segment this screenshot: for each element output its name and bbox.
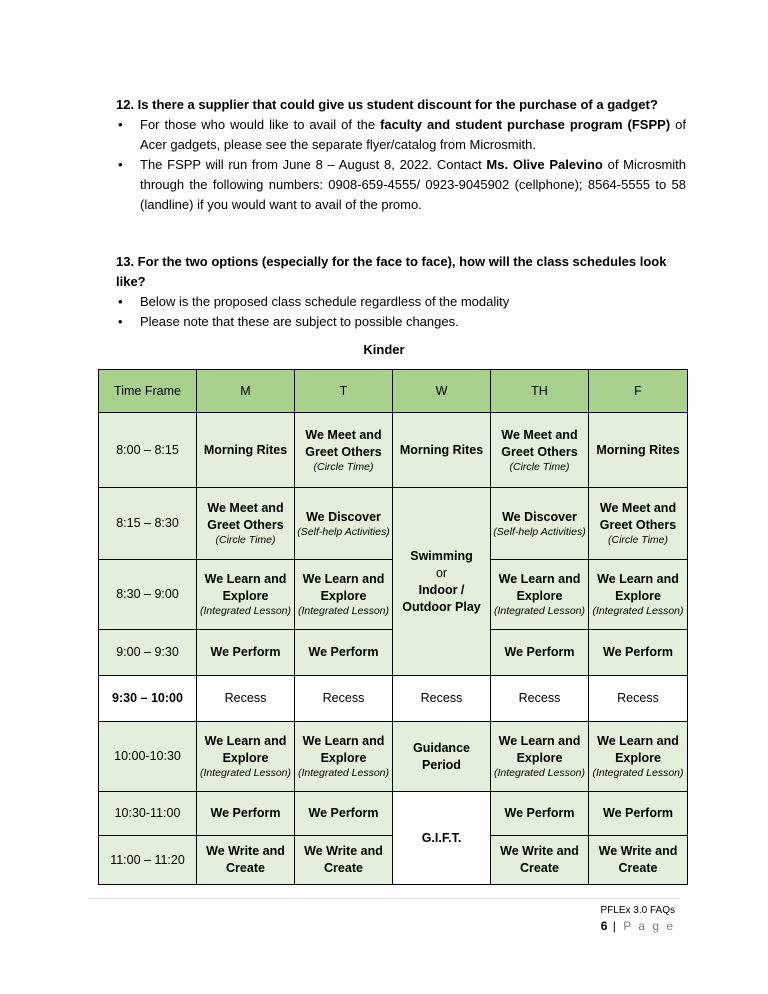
activity-note: (Integrated Lesson) — [592, 767, 684, 779]
activity: We Learn and Explore — [302, 734, 385, 765]
activity-note: (Circle Time) — [215, 534, 276, 546]
activity: We Learn and Explore — [204, 734, 287, 765]
header-wednesday: W — [393, 370, 491, 413]
activity: Indoor / Outdoor Play — [402, 582, 481, 614]
activity: Swimming — [410, 548, 473, 563]
activity-note: (Self-help Activities) — [297, 525, 390, 538]
schedule-cell: We Perform — [491, 630, 589, 676]
time-cell: 8:30 – 9:00 — [99, 560, 197, 630]
activity-note: (Self-help Activities) — [493, 525, 586, 538]
page-word: P a g e — [623, 919, 675, 933]
schedule-cell-gift: G.I.F.T. — [393, 792, 491, 885]
text: For those who would like to avail of the — [140, 117, 381, 132]
schedule-cell — [295, 488, 393, 560]
schedule-cell — [589, 488, 688, 560]
schedule-cell: We Perform — [295, 630, 393, 676]
activity-note: (Integrated Lesson) — [297, 767, 390, 779]
schedule-cell-swimming — [393, 488, 491, 676]
activity-or: or — [435, 565, 448, 580]
schedule-cell: We Perform — [197, 792, 295, 836]
page-number: 6 — [600, 919, 608, 933]
activity: We Learn and Explore — [498, 572, 581, 603]
text: of Microsmith through the following numbers: 0908-659-4555/ 0923-9045902 (cellphone); 8564-5555 to 58 (landline) if you would want to avail of the promo. — [140, 157, 687, 212]
table-row — [99, 413, 688, 488]
page-separator: | — [607, 919, 624, 933]
footer-doc-title: PFLEx 3.0 FAQs — [600, 905, 675, 916]
activity-note: (Integrated Lesson) — [297, 605, 390, 617]
table-row — [99, 488, 688, 560]
activity: We Meet and Greet Others — [305, 427, 382, 459]
bullet-item — [76, 155, 686, 215]
activity: We Discover — [306, 509, 381, 524]
schedule-cell: We Write and Create — [589, 836, 688, 885]
activity-note: (Circle Time) — [313, 460, 374, 473]
schedule-cell: Morning Rites — [589, 413, 688, 488]
activity: We Learn and Explore — [498, 734, 581, 765]
schedule-caption: Kinder — [363, 342, 405, 357]
bold-text: Ms. Olive Palevino — [486, 157, 603, 172]
kinder-schedule-table — [98, 369, 688, 885]
table-header-row — [99, 370, 688, 413]
schedule-cell — [491, 560, 589, 630]
schedule-cell — [491, 488, 589, 560]
schedule-cell: Recess — [393, 676, 491, 722]
schedule-cell: Guidance Period — [393, 722, 491, 792]
time-cell: 11:00 – 11:20 — [99, 836, 197, 885]
schedule-cell: We Perform — [491, 792, 589, 836]
schedule-cell: We Perform — [295, 792, 393, 836]
schedule-cell — [491, 413, 589, 488]
schedule-cell — [197, 722, 295, 792]
schedule-cell — [295, 413, 393, 488]
header-friday: F — [589, 370, 688, 413]
header-time-frame: Time Frame — [99, 370, 197, 413]
bullet-item: • Below is the proposed class schedule regardless of the modality — [76, 292, 686, 312]
time-cell: 8:00 – 8:15 — [99, 413, 197, 488]
time-cell: 10:30-11:00 — [99, 792, 197, 836]
activity-note: (Integrated Lesson) — [199, 605, 292, 617]
activity: We Learn and Explore — [302, 572, 385, 603]
table-row — [99, 722, 688, 792]
bold-text: faculty and student purchase program (FSPP) — [380, 117, 671, 132]
table-row-recess — [99, 676, 688, 722]
schedule-cell: We Write and Create — [197, 836, 295, 885]
activity: We Meet and Greet Others — [501, 427, 578, 459]
time-cell: 9:00 – 9:30 — [99, 630, 197, 676]
schedule-cell — [295, 722, 393, 792]
question-13-title: 13. For the two options (especially for the face to face), how will the class schedules look like? — [116, 254, 667, 289]
header-tuesday: T — [295, 370, 393, 413]
schedule-cell — [491, 722, 589, 792]
schedule-cell: We Write and Create — [295, 836, 393, 885]
question-12-bullets — [76, 115, 686, 215]
time-cell: 9:30 – 10:00 — [99, 676, 197, 722]
question-12-title: 12. Is there a supplier that could give us student discount for the purchase of a gadget? — [116, 97, 658, 112]
schedule-cell: We Write and Create — [491, 836, 589, 885]
activity: We Learn and Explore — [597, 734, 679, 765]
activity-note: (Integrated Lesson) — [493, 605, 586, 617]
activity: We Learn and Explore — [204, 572, 287, 603]
activity-note: (Integrated Lesson) — [493, 767, 586, 779]
activity: We Meet and Greet Others — [599, 501, 677, 532]
schedule-cell: We Perform — [589, 792, 688, 836]
text: of Acer gadgets, please see the separate flyer/catalog from Microsmith. — [140, 117, 686, 152]
schedule-cell: Recess — [589, 676, 688, 722]
schedule-cell: Morning Rites — [393, 413, 491, 488]
question-13 — [116, 252, 686, 332]
schedule-cell: Recess — [295, 676, 393, 722]
schedule-cell: We Perform — [589, 630, 688, 676]
table-row — [99, 792, 688, 836]
activity-note: (Circle Time) — [509, 460, 570, 473]
header-thursday: TH — [491, 370, 589, 413]
schedule-cell — [589, 722, 688, 792]
header-monday: M — [197, 370, 295, 413]
bullet-item — [76, 115, 686, 155]
schedule-cell — [589, 560, 688, 630]
schedule-cell: Recess — [197, 676, 295, 722]
schedule-cell — [197, 560, 295, 630]
question-13-bullets — [76, 292, 686, 332]
schedule-cell — [295, 560, 393, 630]
activity: We Meet and Greet Others — [207, 501, 284, 532]
time-cell: 10:00-10:30 — [99, 722, 197, 792]
bullet-item: • Please note that these are subject to possible changes. — [76, 312, 686, 332]
schedule-cell: Recess — [491, 676, 589, 722]
time-cell: 8:15 – 8:30 — [99, 488, 197, 560]
activity-note: (Circle Time) — [608, 534, 668, 546]
question-12 — [116, 95, 686, 215]
schedule-cell: Morning Rites — [197, 413, 295, 488]
footer-divider — [90, 898, 680, 899]
text: The FSPP will run from June 8 – August 8, 2022. Contact — [140, 157, 487, 172]
schedule-cell — [197, 488, 295, 560]
activity: We Learn and Explore — [597, 572, 679, 603]
footer-page — [601, 919, 675, 933]
activity: We Discover — [502, 509, 577, 524]
schedule-cell: We Perform — [197, 630, 295, 676]
activity-note: (Integrated Lesson) — [199, 767, 292, 779]
activity-note: (Integrated Lesson) — [592, 605, 684, 617]
